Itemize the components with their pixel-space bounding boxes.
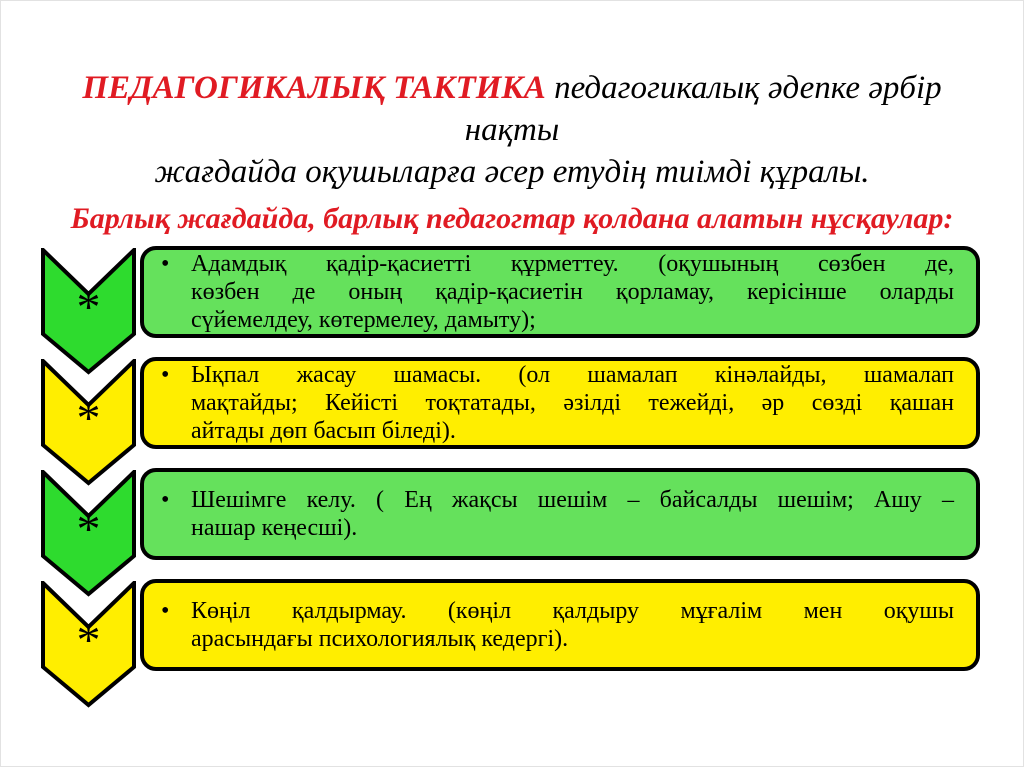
text-box-inner xyxy=(144,250,976,334)
title-line1-rest: педагогикалық әдепке әрбір нақты xyxy=(464,70,942,148)
asterisk-marker: * xyxy=(76,503,101,556)
box-text: Көңіл қалдырмау. (көңіл қалдыру мұғалім мен оқушы арасындағы психологиялық кедергі). xyxy=(191,598,954,652)
title-subtitle: Барлық жағдайда, барлық педагогтар қолдана алатын нұсқаулар: xyxy=(70,202,954,235)
box-text: Шешімге келу. ( Ең жақсы шешім – байсалды шешім; Ашу – нашар кеңесші). xyxy=(191,487,954,541)
text-box-inner xyxy=(144,597,976,653)
title-block xyxy=(31,67,993,239)
bullet-icon: • xyxy=(161,251,170,277)
slide-title xyxy=(31,67,993,193)
bullet-icon: • xyxy=(161,598,170,624)
asterisk-marker: * xyxy=(76,281,101,334)
text-box xyxy=(140,579,980,671)
text-box xyxy=(140,468,980,560)
bullet-icon: • xyxy=(161,362,170,388)
box-text: Ықпал жасау шамасы. (ол шамалап кінәлайды, шамалап мақтайды; Кейісті тоқтатады, әзілді тежейді, әр сөзді қашан айтады дөп басып біледі). xyxy=(191,362,954,444)
text-box-inner xyxy=(144,361,976,445)
asterisk-marker: * xyxy=(76,614,101,667)
list-item xyxy=(41,357,1023,449)
box-text: Адамдық қадір-қасиетті құрметтеу. (оқушының сөзбен де, көзбен де оның қадір-қасиетін қорламау, керісінше оларды сүйемелдеу, көтермелеу, дамыту); xyxy=(191,251,954,333)
asterisk-marker: * xyxy=(76,392,101,445)
list-item xyxy=(41,468,1023,560)
title-highlight: ПЕДАГОГИКАЛЫҚ ТАКТИКА xyxy=(82,70,546,106)
text-box-inner xyxy=(144,486,976,542)
text-box xyxy=(140,357,980,449)
bullet-icon: • xyxy=(161,487,170,513)
list-item xyxy=(41,246,1023,338)
list-item xyxy=(41,579,1023,671)
list-rows xyxy=(41,246,1023,690)
text-box xyxy=(140,246,980,338)
title-line2: жағдайда оқушыларға әсер етудің тиімді құралы. xyxy=(154,154,870,190)
